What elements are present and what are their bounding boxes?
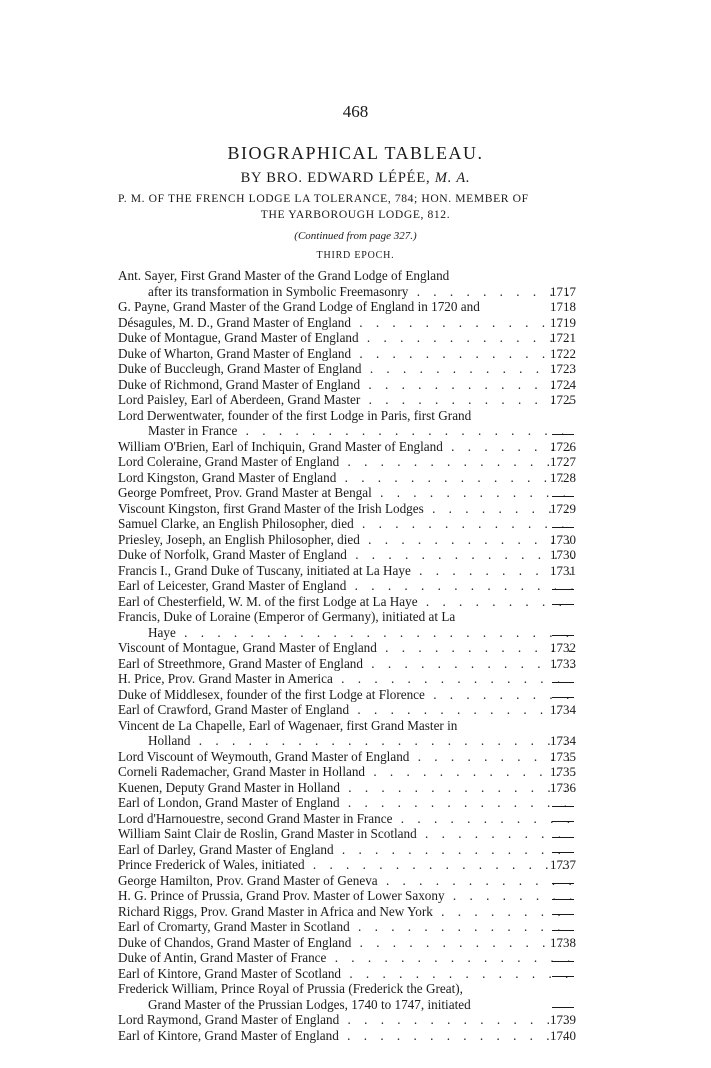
entry-text: Lord Raymond, Grand Master of England . . . <box>118 1012 574 1028</box>
entry-text: Priesley, Joseph, an English Philosopher, died . . . <box>118 532 574 548</box>
entry-row <box>118 563 574 579</box>
author-name: BY BRO. EDWARD LÉPÉE, <box>240 170 431 186</box>
entry-text: Viscount Kingston, first Grand Master of the Irish Lodges . . . <box>118 501 574 517</box>
entry-row <box>118 749 574 765</box>
entry-row <box>118 981 574 1012</box>
entry-row <box>118 1012 574 1028</box>
entry-row <box>118 795 574 811</box>
page-number: 468 <box>342 102 369 121</box>
entry-text: Earl of Leicester, Grand Master of England . . . <box>118 578 574 594</box>
entry-row <box>118 671 574 687</box>
entry-row <box>118 966 574 982</box>
article-title: BIOGRAPHICAL TABLEAU. <box>227 143 484 163</box>
affiliation-line-1: P. M. OF THE FRENCH LODGE LA TOLERANCE, 784; HON. MEMBER OF <box>118 192 529 205</box>
entry-year: 1727 <box>550 454 576 469</box>
entry-row <box>118 857 574 873</box>
entry-row <box>118 439 574 455</box>
entry-text: Duke of Buccleugh, Grand Master of England . . . <box>118 361 574 377</box>
entry-text: Prince Frederick of Wales, initiated . . . <box>118 857 574 873</box>
entry-row <box>118 609 574 640</box>
entry-text: Duke of Norfolk, Grand Master of England . . . <box>118 547 574 563</box>
entry-year: 1731 <box>550 562 576 578</box>
entry-text: William Saint Clair de Roslin, Grand Master in Scotland . . . <box>118 826 574 842</box>
entry-year: 1735 <box>550 764 576 779</box>
entry-year: 1732 <box>550 640 576 655</box>
entry-year: 1724 <box>550 376 576 392</box>
entry-year: 1722 <box>550 345 576 361</box>
entry-text: Earl of Kintore, Grand Master of England . . . <box>118 1028 574 1044</box>
entry-text: after its transformation in Symbolic Freemasonry . . . <box>118 284 574 300</box>
entry-year: 1719 <box>550 314 576 330</box>
entry-text: Frederick William, Prince Royal of Prussia (Frederick the Great), <box>118 981 463 996</box>
entry-text: Kuenen, Deputy Grand Master in Holland . . . <box>118 780 574 796</box>
entry-text: Lord Derwentwater, founder of the first Lodge in Paris, first Grand <box>118 407 472 423</box>
entry-year: 1736 <box>550 779 576 795</box>
entry-text: Earl of Darley, Grand Master of England . . . <box>118 842 574 858</box>
entry-text: Duke of Antin, Grand Master of France . . . <box>118 950 574 966</box>
entry-year: 1738 <box>550 934 576 950</box>
entry-year: 1734 <box>550 702 576 717</box>
entry-row <box>118 950 574 966</box>
entry-year: 1717 <box>550 283 576 299</box>
entry-year: 1734 <box>550 733 576 748</box>
entry-row <box>118 377 574 393</box>
entry-row <box>118 873 574 889</box>
entry-row <box>118 1028 574 1044</box>
entry-row <box>118 532 574 548</box>
entry-text: Francis I., Grand Duke of Tuscany, initiated at La Haye . . . <box>118 563 574 579</box>
entry-text: Ant. Sayer, First Grand Master of the Grand Lodge of England <box>118 268 450 283</box>
entry-text: William O'Brien, Earl of Inchiquin, Grand Master of England . . . <box>118 439 574 455</box>
entry-year: 1730 <box>550 531 576 547</box>
entry-text: Lord Kingston, Grand Master of England . . . <box>118 470 574 486</box>
entry-row <box>118 299 574 315</box>
entry-row <box>118 718 574 749</box>
entry-row <box>118 315 574 331</box>
entry-row <box>118 485 574 501</box>
entry-row <box>118 392 574 408</box>
entry-text: Grand Master of the Prussian Lodges, 1740 to 1747, initiated <box>148 996 471 1012</box>
entry-text: G. Payne, Grand Master of the Grand Lodge of England in 1720 and <box>118 299 480 314</box>
entry-row <box>118 454 574 470</box>
entry-text: Earl of Kintore, Grand Master of Scotland . . . <box>118 966 574 982</box>
entry-text: Richard Riggs, Prov. Grand Master in Africa and New York . . . <box>118 904 574 920</box>
entry-text: Duke of Richmond, Grand Master of England . . . <box>118 377 574 393</box>
entry-text: Viscount of Montague, Grand Master of England . . . <box>118 640 574 656</box>
entry-row <box>118 888 574 904</box>
entry-text: Earl of Cromarty, Grand Master in Scotland . . . <box>118 919 574 935</box>
entry-text: Master in France . . . <box>118 423 574 439</box>
affiliation-line-2: THE YARBOROUGH LODGE, 812. <box>260 208 451 221</box>
entry-year: 1718 <box>550 299 576 314</box>
entry-text: Corneli Rademacher, Grand Master in Holland . . . <box>118 764 574 780</box>
entry-text: Samuel Clarke, an English Philosopher, died . . . <box>118 516 574 532</box>
entry-text: George Hamilton, Prov. Grand Master of Geneva . . . <box>118 873 574 889</box>
entry-text: Duke of Middlesex, founder of the first Lodge at Florence . . . <box>118 687 574 703</box>
entry-text: Lord d'Harnouestre, second Grand Master in France . . . <box>118 811 574 827</box>
entry-year: 1739 <box>550 1012 576 1027</box>
entry-row <box>118 640 574 656</box>
entry-row <box>118 408 574 439</box>
author-degree: M. A. <box>434 170 471 186</box>
entry-text: H. Price, Prov. Grand Master in America . . . <box>118 671 574 687</box>
entry-text: Duke of Chandos, Grand Master of England . . . <box>118 935 574 951</box>
entry-row <box>118 361 574 377</box>
entry-text: Duke of Wharton, Grand Master of England . . . <box>118 346 574 362</box>
entry-year: 1740 <box>550 1027 576 1043</box>
entry-row <box>118 594 574 610</box>
byline <box>0 170 711 187</box>
entry-row <box>118 656 574 672</box>
entry-year: 1721 <box>550 330 576 345</box>
entry-year: 1728 <box>550 469 576 485</box>
entry-year: 1723 <box>550 361 576 376</box>
entry-row <box>118 842 574 858</box>
entry-year: 1737 <box>550 857 576 872</box>
entry-text: Haye . . . <box>118 625 574 641</box>
entry-text: Duke of Montague, Grand Master of England . . . <box>118 330 574 346</box>
entry-year: 1725 <box>550 392 576 407</box>
entry-row <box>118 702 574 718</box>
entry-row <box>118 904 574 920</box>
entry-text: Earl of Crawford, Grand Master of England . . . <box>118 702 574 718</box>
entry-year: 1733 <box>550 655 576 671</box>
entry-row <box>118 578 574 594</box>
entry-row <box>118 764 574 780</box>
entry-row <box>118 330 574 346</box>
entry-text: Vincent de La Chapelle, Earl of Wagenaer, first Grand Master in <box>118 717 458 733</box>
entry-row <box>118 687 574 703</box>
entry-row <box>118 501 574 517</box>
entry-text: George Pomfreet, Prov. Grand Master at Bengal . . . <box>118 485 574 501</box>
entry-row <box>118 470 574 486</box>
entry-row <box>118 346 574 362</box>
entry-row <box>118 516 574 532</box>
entry-text: Lord Paisley, Earl of Aberdeen, Grand Master . . . <box>118 392 574 408</box>
entry-row <box>118 268 574 299</box>
entry-text: Earl of London, Grand Master of England . . . <box>118 795 574 811</box>
entry-text: Holland . . . <box>118 733 574 749</box>
entry-row <box>118 935 574 951</box>
entry-row <box>118 919 574 935</box>
entry-text: Désagules, M. D., Grand Master of England . . . <box>118 315 574 331</box>
entry-year: 1729 <box>550 500 576 516</box>
entry-text: Francis, Duke of Loraine (Emperor of Germany), initiated at La <box>118 609 456 624</box>
entry-row <box>118 780 574 796</box>
entry-text: Lord Viscount of Weymouth, Grand Master of England . . . <box>118 749 574 765</box>
entry-text: Lord Coleraine, Grand Master of England . . . <box>118 454 574 470</box>
entry-text: Earl of Chesterfield, W. M. of the first Lodge at La Haye . . . <box>118 594 574 610</box>
entry-year: 1735 <box>550 748 576 764</box>
section-heading: THIRD EPOCH. <box>316 250 395 261</box>
continued-note: (Continued from page 327.) <box>294 230 417 242</box>
entry-text: H. G. Prince of Prussia, Grand Prov. Master of Lower Saxony . . . <box>118 888 574 904</box>
entry-year: 1730 <box>550 547 576 562</box>
entry-row <box>118 811 574 827</box>
entries-list <box>118 268 574 1043</box>
entry-year: 1726 <box>550 438 576 454</box>
entry-text: Earl of Streethmore, Grand Master of England . . . <box>118 656 574 672</box>
entry-row <box>118 547 574 563</box>
entry-row <box>118 826 574 842</box>
